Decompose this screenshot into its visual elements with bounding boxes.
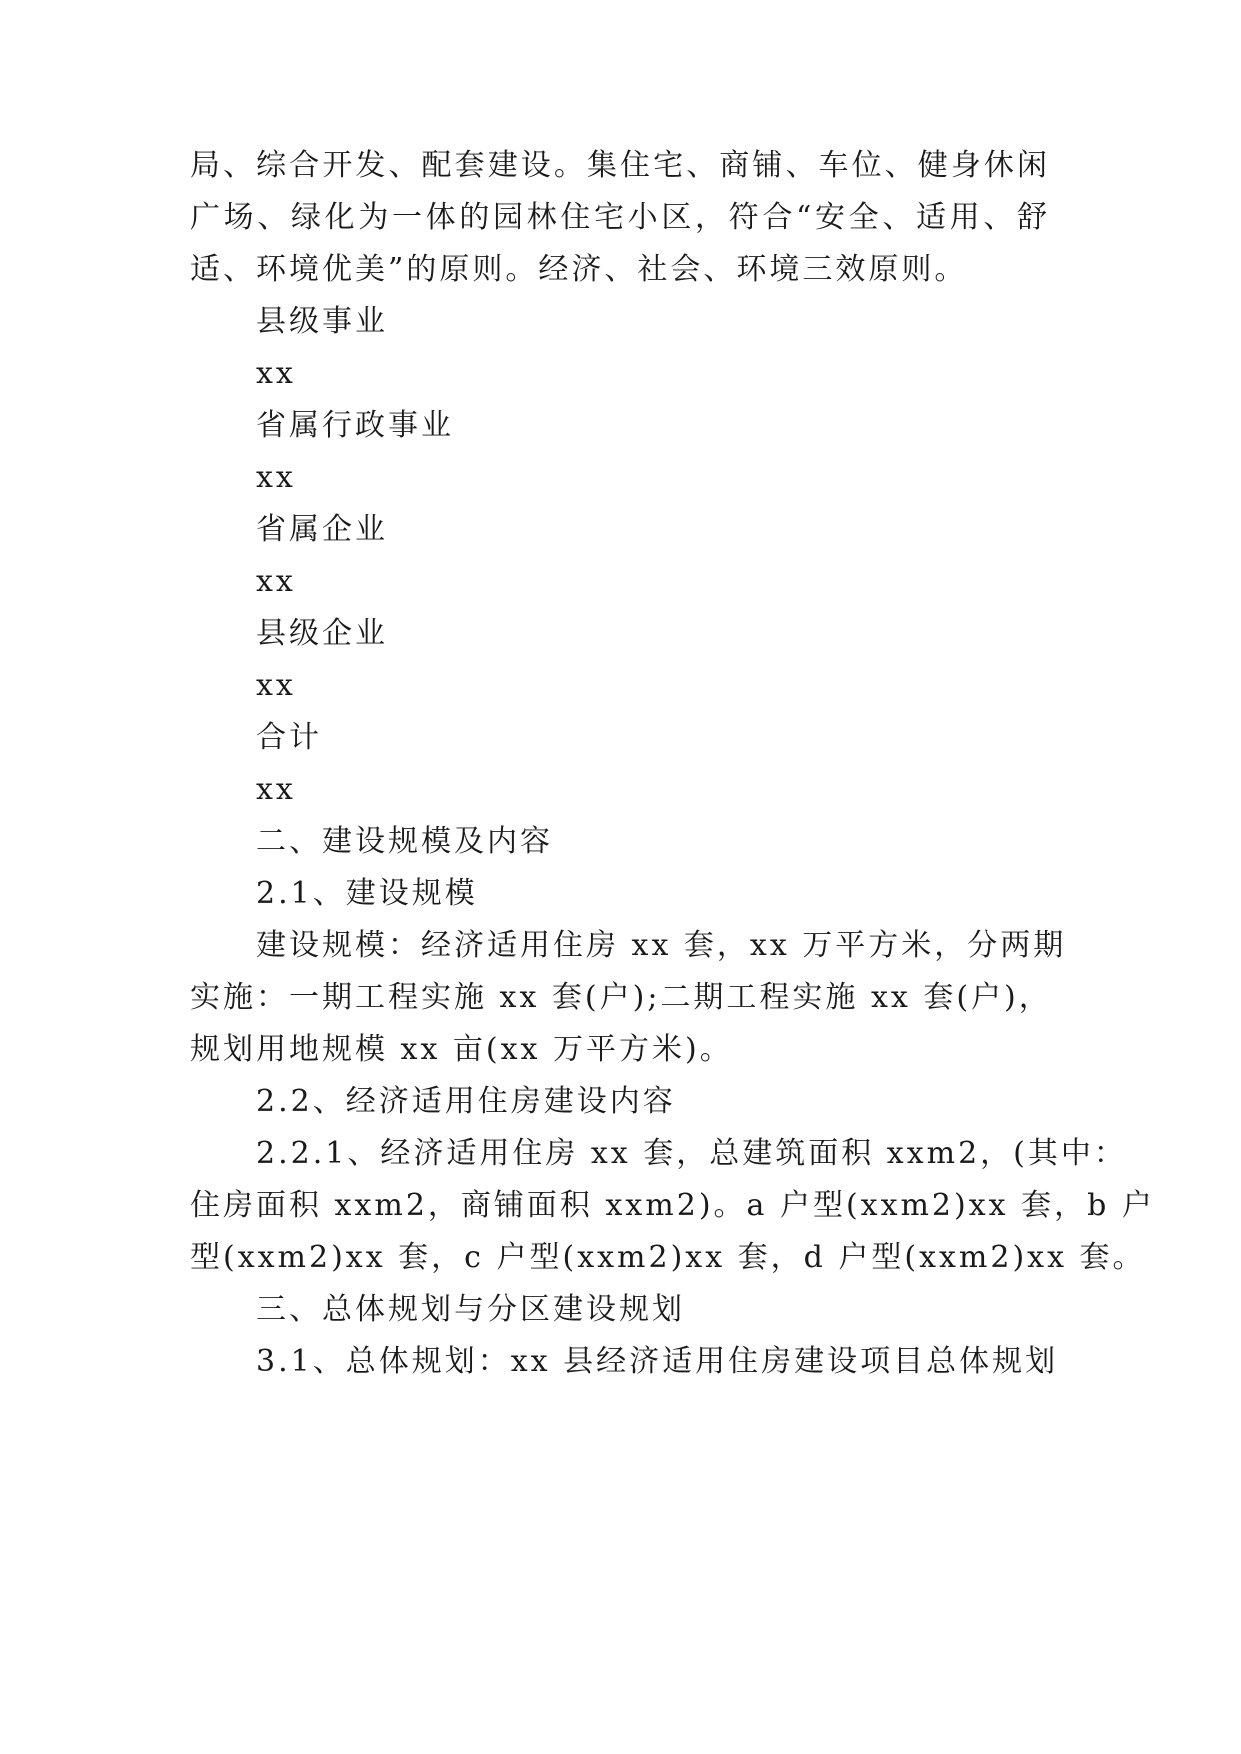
list-item-value: xx <box>256 356 296 391</box>
list-item-label: 县级事业 <box>256 304 388 339</box>
list-item-label: 省属企业 <box>256 512 388 547</box>
list-item-label: 合计 <box>256 720 322 755</box>
list-item-value: xx <box>256 668 296 703</box>
paragraph-line: 广场、绿化为一体的园林住宅小区，符合“安全、适用、舒 <box>190 200 1050 235</box>
paragraph-line: 3.1、总体规划：xx 县经济适用住房建设项目总体规划 <box>256 1344 1059 1379</box>
list-item-value: xx <box>256 772 296 807</box>
subsection-heading: 2.2、经济适用住房建设内容 <box>256 1084 676 1119</box>
paragraph-line: 建设规模：经济适用住房 xx 套，xx 万平方米，分两期 <box>256 928 1067 963</box>
list-item-label: 县级企业 <box>256 616 388 651</box>
subsection-heading: 2.1、建设规模 <box>256 876 478 911</box>
paragraph-line: 实施：一期工程实施 xx 套(户);二期工程实施 xx 套(户)， <box>190 980 1052 1015</box>
paragraph-line: 规划用地规模 xx 亩(xx 万平方米)。 <box>190 1032 733 1067</box>
section-heading: 三、总体规划与分区建设规划 <box>256 1292 685 1327</box>
list-item-value: xx <box>256 460 296 495</box>
paragraph-line: 2.2.1、经济适用住房 xx 套，总建筑面积 xxm2，(其中： <box>256 1136 1127 1171</box>
paragraph-line: 住房面积 xxm2，商铺面积 xxm2)。a 户型(xxm2)xx 套，b 户 <box>190 1188 1155 1223</box>
paragraph-line: 局、综合开发、配套建设。集住宅、商铺、车位、健身休闲 <box>190 148 1050 183</box>
list-item-value: xx <box>256 564 296 599</box>
paragraph-line: 型(xxm2)xx 套，c 户型(xxm2)xx 套，d 户型(xxm2)xx 套。 <box>190 1240 1146 1275</box>
paragraph-line: 适、环境优美”的原则。经济、社会、环境三效原则。 <box>190 252 968 287</box>
list-item-label: 省属行政事业 <box>256 408 454 443</box>
section-heading: 二、建设规模及内容 <box>256 824 553 859</box>
